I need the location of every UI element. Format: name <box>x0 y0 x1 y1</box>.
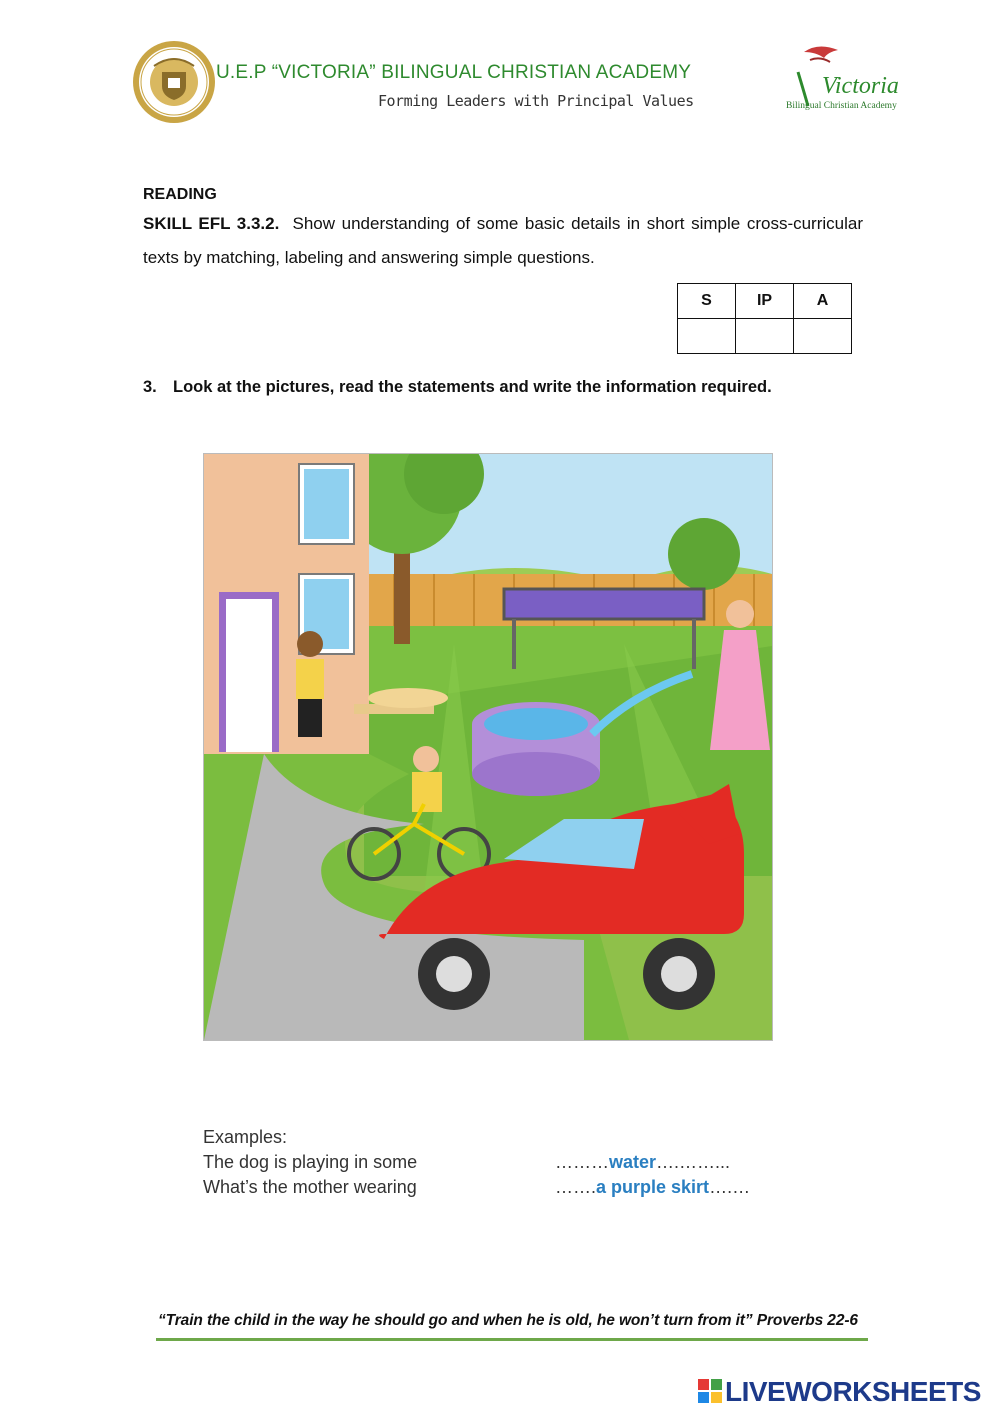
example-row <box>203 1150 731 1175</box>
grade-header-ip: IP <box>736 284 794 319</box>
liveworksheets-logo-icon <box>698 1379 722 1403</box>
watermark-text: LIVEWORKSHEETS <box>725 1376 981 1407</box>
school-seal-icon <box>132 40 216 124</box>
example-answer <box>555 1150 730 1175</box>
exercise-instruction <box>143 378 772 397</box>
grade-header-a: A <box>794 284 852 319</box>
answer-dots-prefix: ……… <box>555 1152 609 1172</box>
answer-text: water <box>609 1152 657 1172</box>
school-motto: Forming Leaders with Principal Values <box>378 92 694 110</box>
grade-cell-s[interactable] <box>678 319 736 354</box>
skill-text: Show understanding of some basic details in short simple cross-curricular texts by matching, labeling and answering simple questions. <box>143 214 864 267</box>
exercise-instruction-text: Look at the pictures, read the statements and write the information required. <box>173 378 772 396</box>
grade-table <box>677 283 852 354</box>
skill-code: SKILL EFL 3.3.2. <box>143 214 280 233</box>
example-statement: The dog is playing in some <box>203 1152 418 1172</box>
examples-block <box>203 1125 751 1200</box>
bible-quote: “Train the child in the way he should go and when he is old, he won’t turn from it” Proverbs 22-6 <box>158 1312 858 1329</box>
example-row <box>203 1175 751 1200</box>
backyard-scene-illustration <box>203 453 773 1041</box>
footer-rule <box>156 1338 868 1341</box>
answer-dots-suffix: ….… <box>709 1177 751 1197</box>
answer-dots-suffix: ….……... <box>656 1152 731 1172</box>
skill-description <box>143 207 863 275</box>
brand-wordmark: Victoria <box>822 73 899 99</box>
grade-cell-ip[interactable] <box>736 319 794 354</box>
grade-header-s: S <box>678 284 736 319</box>
school-name: U.E.P “VICTORIA” BILINGUAL CHRISTIAN ACADEMY <box>216 62 692 83</box>
exercise-number: 3. <box>143 378 157 396</box>
brand-subtitle: Bilingual Christian Academy <box>786 101 897 111</box>
answer-text: a purple skirt <box>596 1177 710 1197</box>
grade-cell-a[interactable] <box>794 319 852 354</box>
example-statement: What’s the mother wearing <box>203 1177 417 1197</box>
section-title: READING <box>143 186 217 203</box>
answer-dots-prefix: ……. <box>555 1177 597 1197</box>
example-answer <box>555 1175 750 1200</box>
examples-label: Examples: <box>203 1127 288 1147</box>
